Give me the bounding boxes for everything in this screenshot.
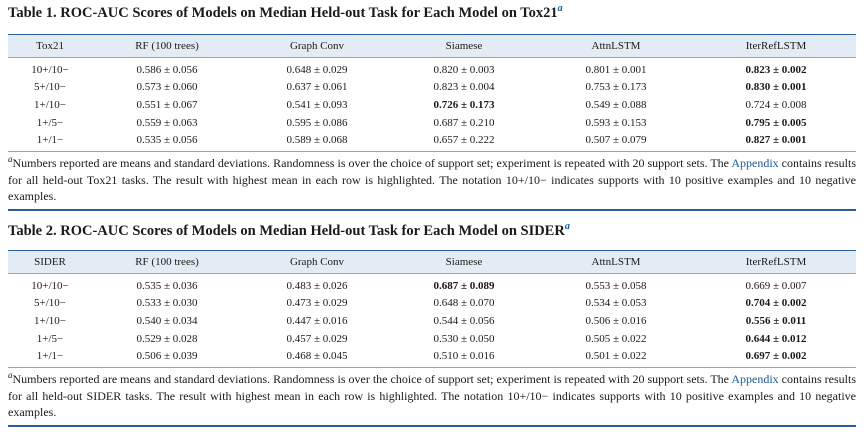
table2-body: [8, 274, 856, 368]
cell-rf: 0.551 ± 0.067: [136, 98, 198, 111]
footnote-text: Numbers reported are means and standard deviations. Randomness is over the choice of support set; experiment is repeated with 20 support sets. The: [12, 371, 732, 386]
table-row: [8, 347, 856, 365]
table2-header-row: [8, 250, 856, 274]
table1-body: [8, 58, 856, 152]
appendix-link[interactable]: Appendix: [731, 371, 779, 386]
table1-footnote-mark[interactable]: a: [557, 3, 563, 15]
footnote-text: contains results for all held-out SIDER tasks. The result with highest mean in each row is highlighted. The notation 10+/10− indicates supports with 10 positive examples and 10 negative examples.: [8, 371, 856, 420]
cell-attnlstm: 0.507 ± 0.079: [585, 134, 647, 147]
cell-attnlstm: 0.534 ± 0.053: [585, 297, 647, 310]
cell-iterreflstm: 0.697 ± 0.002: [745, 350, 807, 363]
cell-siamese: 0.687 ± 0.089: [433, 279, 495, 292]
table1-header-rf: RF (100 trees): [135, 40, 199, 52]
table2-footnote-mark[interactable]: a: [564, 221, 570, 233]
cell-siamese: 0.823 ± 0.004: [433, 81, 495, 94]
cell-iterreflstm: 0.724 ± 0.008: [745, 98, 807, 111]
table-row: [8, 330, 856, 348]
cell-graphconv: 0.541 ± 0.093: [286, 98, 348, 111]
table2-block: [8, 222, 856, 427]
cell-rf: 0.535 ± 0.056: [136, 134, 198, 147]
table2-footnote: [8, 368, 856, 421]
row-label: 5+/10−: [34, 297, 66, 310]
table-row: [8, 79, 856, 97]
table2-title: [8, 222, 856, 240]
table2-bottom-rule: [8, 425, 856, 427]
cell-graphconv: 0.468 ± 0.045: [286, 350, 348, 363]
table2-header-rf: RF (100 trees): [135, 256, 199, 268]
cell-attnlstm: 0.801 ± 0.001: [585, 63, 647, 76]
row-label: 1+/1−: [36, 134, 64, 147]
cell-graphconv: 0.457 ± 0.029: [286, 332, 348, 345]
cell-rf: 0.533 ± 0.030: [136, 297, 198, 310]
footnote-mark: a: [8, 153, 13, 164]
cell-siamese: 0.544 ± 0.056: [433, 314, 495, 327]
table2-header-attnlstm: AttnLSTM: [591, 256, 641, 268]
cell-graphconv: 0.473 ± 0.029: [286, 297, 348, 310]
table1-header-attnlstm: AttnLSTM: [591, 40, 641, 52]
table-row: [8, 61, 856, 79]
footnote-text: Numbers reported are means and standard deviations. Randomness is over the choice of support set; experiment is repeated with 20 support sets. The: [12, 155, 732, 170]
table-row: [8, 277, 856, 295]
cell-iterreflstm: 0.795 ± 0.005: [745, 116, 807, 129]
cell-graphconv: 0.589 ± 0.068: [286, 134, 348, 147]
table2-header-graphconv: Graph Conv: [289, 256, 345, 268]
cell-rf: 0.540 ± 0.034: [136, 314, 198, 327]
cell-rf: 0.586 ± 0.056: [136, 63, 198, 76]
cell-rf: 0.506 ± 0.039: [136, 350, 198, 363]
row-label: 1+/5−: [36, 116, 64, 129]
table-row: [8, 312, 856, 330]
footnote-mark: a: [8, 369, 13, 380]
row-label: 10+/10−: [31, 279, 69, 292]
table-row: [8, 114, 856, 132]
cell-rf: 0.535 ± 0.036: [136, 279, 198, 292]
footnote-text: contains results for all held-out Tox21 tasks. The result with highest mean in each row is highlighted. The notation 10+/10− indicates supports with 10 positive examples and 10 negative examples.: [8, 155, 856, 204]
cell-attnlstm: 0.753 ± 0.173: [585, 81, 647, 94]
cell-iterreflstm: 0.823 ± 0.002: [745, 63, 807, 76]
cell-siamese: 0.657 ± 0.222: [433, 134, 495, 147]
table1-title-text: Table 1. ROC-AUC Scores of Models on Median Held-out Task for Each Model on Tox21: [8, 5, 558, 21]
cell-iterreflstm: 0.827 ± 0.001: [745, 134, 807, 147]
cell-iterreflstm: 0.644 ± 0.012: [745, 332, 807, 345]
row-label: 5+/10−: [34, 81, 66, 94]
cell-attnlstm: 0.553 ± 0.058: [585, 279, 647, 292]
table1-block: [8, 4, 856, 211]
cell-rf: 0.529 ± 0.028: [136, 332, 198, 345]
table-row: [8, 131, 856, 149]
table1-header-row: [8, 34, 856, 58]
table-row: [8, 96, 856, 114]
cell-rf: 0.573 ± 0.060: [136, 81, 198, 94]
table2-header-dataset: SIDER: [34, 256, 66, 268]
table2-header-iterreflstm: IterRefLSTM: [745, 256, 807, 268]
cell-attnlstm: 0.501 ± 0.022: [585, 350, 647, 363]
cell-rf: 0.559 ± 0.063: [136, 116, 198, 129]
table2-title-text: Table 2. ROC-AUC Scores of Models on Median Held-out Task for Each Model on SIDER: [8, 223, 565, 239]
cell-graphconv: 0.483 ± 0.026: [286, 279, 348, 292]
cell-graphconv: 0.447 ± 0.016: [286, 314, 348, 327]
cell-graphconv: 0.595 ± 0.086: [286, 116, 348, 129]
cell-siamese: 0.726 ± 0.173: [433, 98, 495, 111]
cell-siamese: 0.648 ± 0.070: [433, 297, 495, 310]
table-row: [8, 295, 856, 313]
table1-header-graphconv: Graph Conv: [289, 40, 345, 52]
cell-iterreflstm: 0.830 ± 0.001: [745, 81, 807, 94]
cell-graphconv: 0.637 ± 0.061: [286, 81, 348, 94]
cell-iterreflstm: 0.556 ± 0.011: [745, 314, 807, 327]
table1-footnote: [8, 152, 856, 205]
cell-attnlstm: 0.549 ± 0.088: [585, 98, 647, 111]
cell-attnlstm: 0.505 ± 0.022: [585, 332, 647, 345]
cell-attnlstm: 0.593 ± 0.153: [585, 116, 647, 129]
row-label: 1+/10−: [34, 98, 66, 111]
row-label: 10+/10−: [31, 63, 69, 76]
cell-siamese: 0.530 ± 0.050: [433, 332, 495, 345]
cell-siamese: 0.510 ± 0.016: [433, 350, 495, 363]
cell-iterreflstm: 0.669 ± 0.007: [745, 279, 807, 292]
table1-title: [8, 4, 856, 22]
table1-header-dataset: Tox21: [36, 40, 64, 52]
cell-attnlstm: 0.506 ± 0.016: [585, 314, 647, 327]
row-label: 1+/10−: [34, 314, 66, 327]
table1-header-siamese: Siamese: [445, 40, 483, 52]
cell-graphconv: 0.648 ± 0.029: [286, 63, 348, 76]
appendix-link[interactable]: Appendix: [731, 155, 779, 170]
cell-siamese: 0.687 ± 0.210: [433, 116, 495, 129]
row-label: 1+/5−: [36, 332, 64, 345]
table2-header-siamese: Siamese: [445, 256, 483, 268]
table1-bottom-rule: [8, 209, 856, 211]
row-label: 1+/1−: [36, 350, 64, 363]
cell-siamese: 0.820 ± 0.003: [433, 63, 495, 76]
cell-iterreflstm: 0.704 ± 0.002: [745, 297, 807, 310]
table1-header-iterreflstm: IterRefLSTM: [745, 40, 807, 52]
